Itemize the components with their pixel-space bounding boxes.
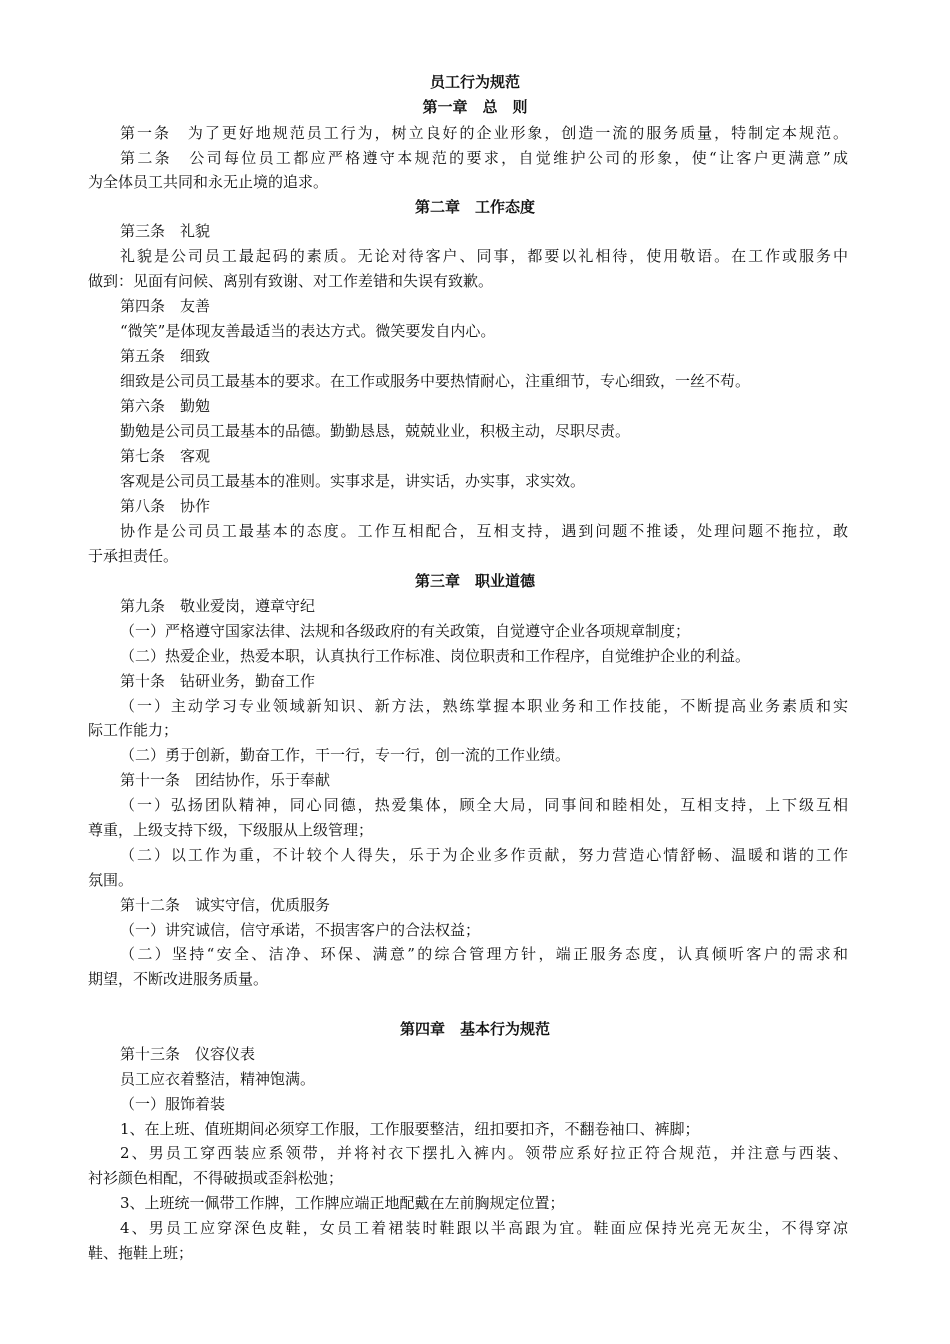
article-heading: 第五条 细致 [120,347,211,365]
article-heading: 第十二条 诚实守信，优质服务 [120,896,331,914]
article-line: 礼貌是公司员工最起码的素质。无论对待客户、同事，都要以礼相待，使用敬语。在工作或服务中 [120,247,848,265]
article-line: 于承担责任。 [88,547,179,565]
article-heading: 第八条 协作 [120,497,211,515]
article-line: 2、男员工穿西装应系领带，并将衬衣下摆扎入裤内。领带应系好拉正符合规范，并注意与西装、 [120,1144,848,1162]
document-title: 员工行为规范 [429,73,520,91]
article-line: 际工作能力； [88,721,179,739]
article-line: 为全体员工共同和永无止境的追求。 [88,173,329,191]
article-line: 第一条 为了更好地规范员工行为，树立良好的企业形象，创造一流的服务质量，特制定本规范。 [120,124,848,142]
chapter-heading: 第二章 工作态度 [414,198,535,216]
chapter-heading: 第三章 职业道德 [414,572,535,590]
article-line: 做到：见面有问候、离别有致谢、对工作差错和失误有致歉。 [88,272,494,290]
article-line: 协作是公司员工最基本的态度。工作互相配合，互相支持，遇到问题不推诿，处理问题不拖拉，敢 [120,522,848,540]
article-heading: 第三条 礼貌 [120,222,211,240]
article-line: （一）弘扬团队精神，同心同德，热爱集体，顾全大局，同事间和睦相处，互相支持，上下级互相 [120,796,848,814]
article-line: 细致是公司员工最基本的要求。在工作或服务中要热情耐心，注重细节，专心细致，一丝不苟。 [120,372,751,390]
article-line: （一）严格遵守国家法律、法规和各级政府的有关政策，自觉遵守企业各项规章制度； [120,622,691,640]
article-heading: 第十条 钻研业务，勤奋工作 [120,672,316,690]
article-line: 员工应衣着整洁，精神饱满。 [120,1070,316,1088]
article-heading: 第六条 勤勉 [120,397,211,415]
article-line: “微笑”是体现友善最适当的表达方式。微笑要发自内心。 [120,322,496,340]
article-line: （二）以工作为重，不计较个人得失，乐于为企业多作贡献，努力营造心情舒畅、温暖和谐的工作 [120,846,848,864]
article-line: （一）服饰着装 [120,1095,226,1113]
article-line: 勤勉是公司员工最基本的品德。勤勤恳恳，兢兢业业，积极主动，尽职尽责。 [120,422,631,440]
article-heading: 第七条 客观 [120,447,211,465]
article-heading: 第九条 敬业爱岗，遵章守纪 [120,597,316,615]
article-line: 3、上班统一佩带工作牌，工作牌应端正地配戴在左前胸规定位置； [120,1194,565,1212]
article-heading: 第四条 友善 [120,297,211,315]
article-line: 1、在上班、值班期间必须穿工作服，工作服要整洁，纽扣要扣齐，不翻卷袖口、裤脚； [120,1120,700,1138]
article-line: 鞋、拖鞋上班； [88,1244,194,1262]
article-line: 客观是公司员工最基本的准则。实事求是，讲实话，办实事，求实效。 [120,472,586,490]
article-line: 期望，不断改进服务质量。 [88,970,269,988]
article-line: （二）坚持“安全、洁净、环保、满意”的综合管理方针，端正服务态度，认真倾听客户的需求和 [120,945,848,963]
article-heading: 第十三条 仪容仪表 [120,1045,256,1063]
article-line: 尊重，上级支持下级，下级服从上级管理； [88,821,374,839]
article-line: （二）热爱企业，热爱本职，认真执行工作标准、岗位职责和工作程序，自觉维护企业的利益。 [120,647,751,665]
article-line: 氛围。 [88,871,134,889]
article-line: （二）勇于创新，勤奋工作，干一行，专一行，创一流的工作业绩。 [120,746,571,764]
article-heading: 第十一条 团结协作，乐于奉献 [120,771,331,789]
article-line: 衬衫颜色相配，不得破损或歪斜松弛； [88,1169,344,1187]
article-line: （一）讲究诚信，信守承诺，不损害客户的合法权益； [120,921,481,939]
chapter-heading: 第四章 基本行为规范 [399,1020,550,1038]
article-line: 4、男员工应穿深色皮鞋，女员工着裙装时鞋跟以半高跟为宜。鞋面应保持光亮无灰尘，不得穿凉 [120,1219,848,1237]
article-line: 第二条 公司每位员工都应严格遵守本规范的要求，自觉维护公司的形象，使“让客户更满意”成 [120,149,848,167]
article-line: （一）主动学习专业领域新知识、新方法，熟练掌握本职业务和工作技能，不断提高业务素质和实 [120,697,848,715]
chapter-heading: 第一章 总 则 [422,98,528,116]
